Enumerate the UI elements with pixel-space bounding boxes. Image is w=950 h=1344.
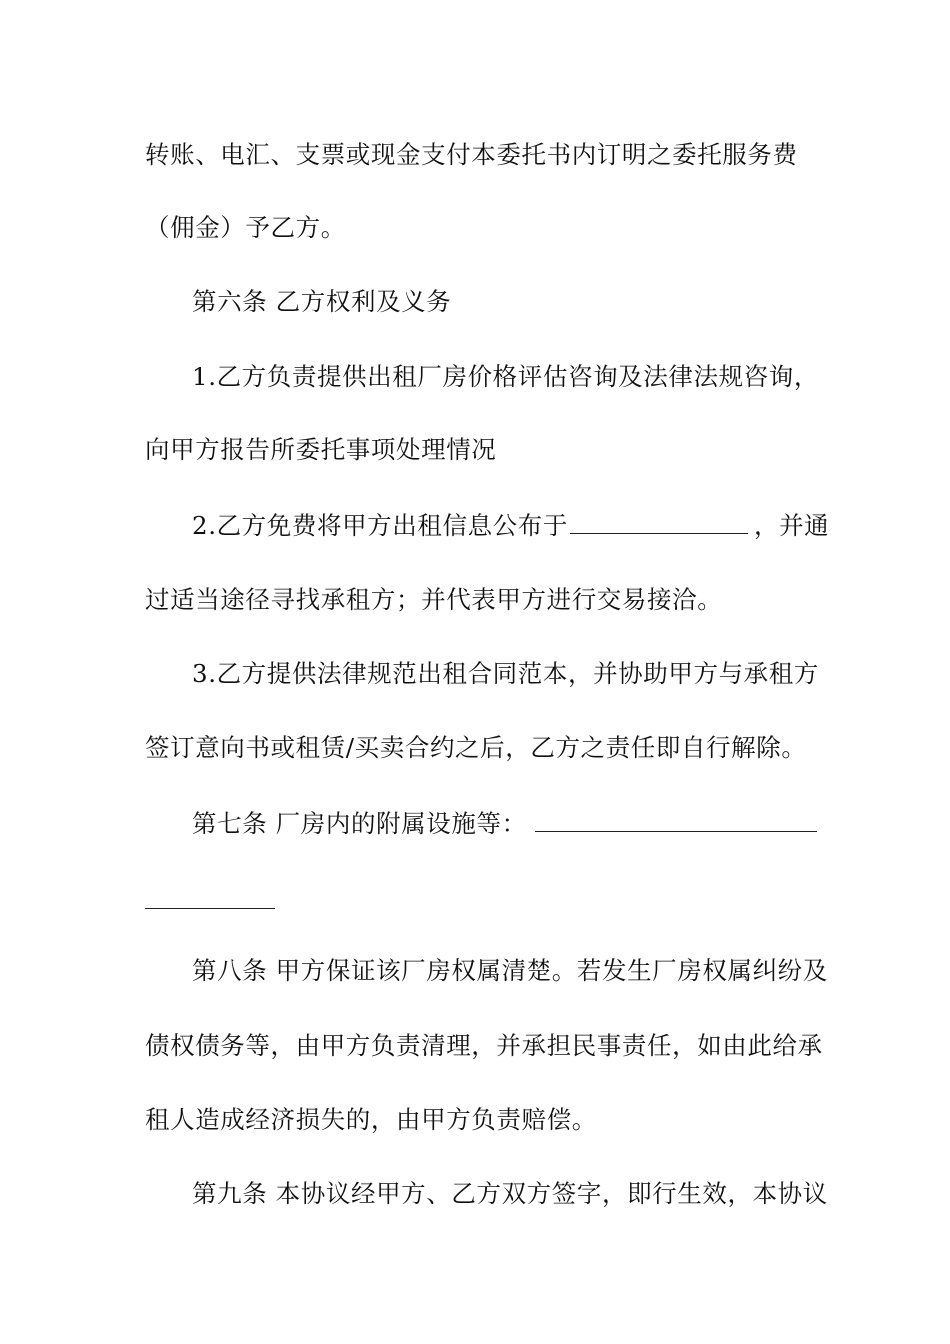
fill-in-blank-continuation (145, 907, 275, 909)
paragraph-line: 转账、电汇、支票或现金支付本委托书内订明之委托服务费 (145, 140, 798, 169)
article-7-line (192, 807, 817, 840)
fill-in-blank (535, 807, 817, 832)
fill-in-blank (570, 509, 748, 534)
paragraph-line: 租人造成经济损失的，由甲方负责赔偿。 (145, 1105, 597, 1134)
paragraph-line: 过适当途径寻找承租方；并代表甲方进行交易接洽。 (145, 585, 723, 614)
paragraph-line: 向甲方报告所委托事项处理情况 (145, 435, 497, 464)
paragraph-line: （佣金）予乙方。 (145, 213, 346, 242)
paragraph-line: 1.乙方负责提供出租厂房价格评估咨询及法律法规咨询， (192, 362, 819, 391)
paragraph-text: 2.乙方免费将甲方出租信息公布于 (192, 511, 568, 540)
paragraph-text: ，并通 (753, 511, 830, 540)
article-8-line: 第八条 甲方保证该厂房权属清楚。若发生厂房权属纠纷及 (192, 956, 828, 985)
paragraph-line: 债权债务等，由甲方负责清理，并承担民事责任，如由此给承 (145, 1031, 823, 1060)
paragraph-line-with-blank (192, 509, 829, 542)
article-9-line: 第九条 本协议经甲方、乙方双方签字，即行生效，本协议 (192, 1179, 828, 1208)
article-6-heading: 第六条 乙方权利及义务 (192, 287, 452, 316)
paragraph-text: 第七条 厂房内的附属设施等： (192, 809, 527, 838)
paragraph-line: 3.乙方提供法律规范出租合同范本，并协助甲方与承租方 (192, 659, 819, 688)
paragraph-line: 签订意向书或租赁/买卖合约之后，乙方之责任即自行解除。 (145, 733, 807, 762)
